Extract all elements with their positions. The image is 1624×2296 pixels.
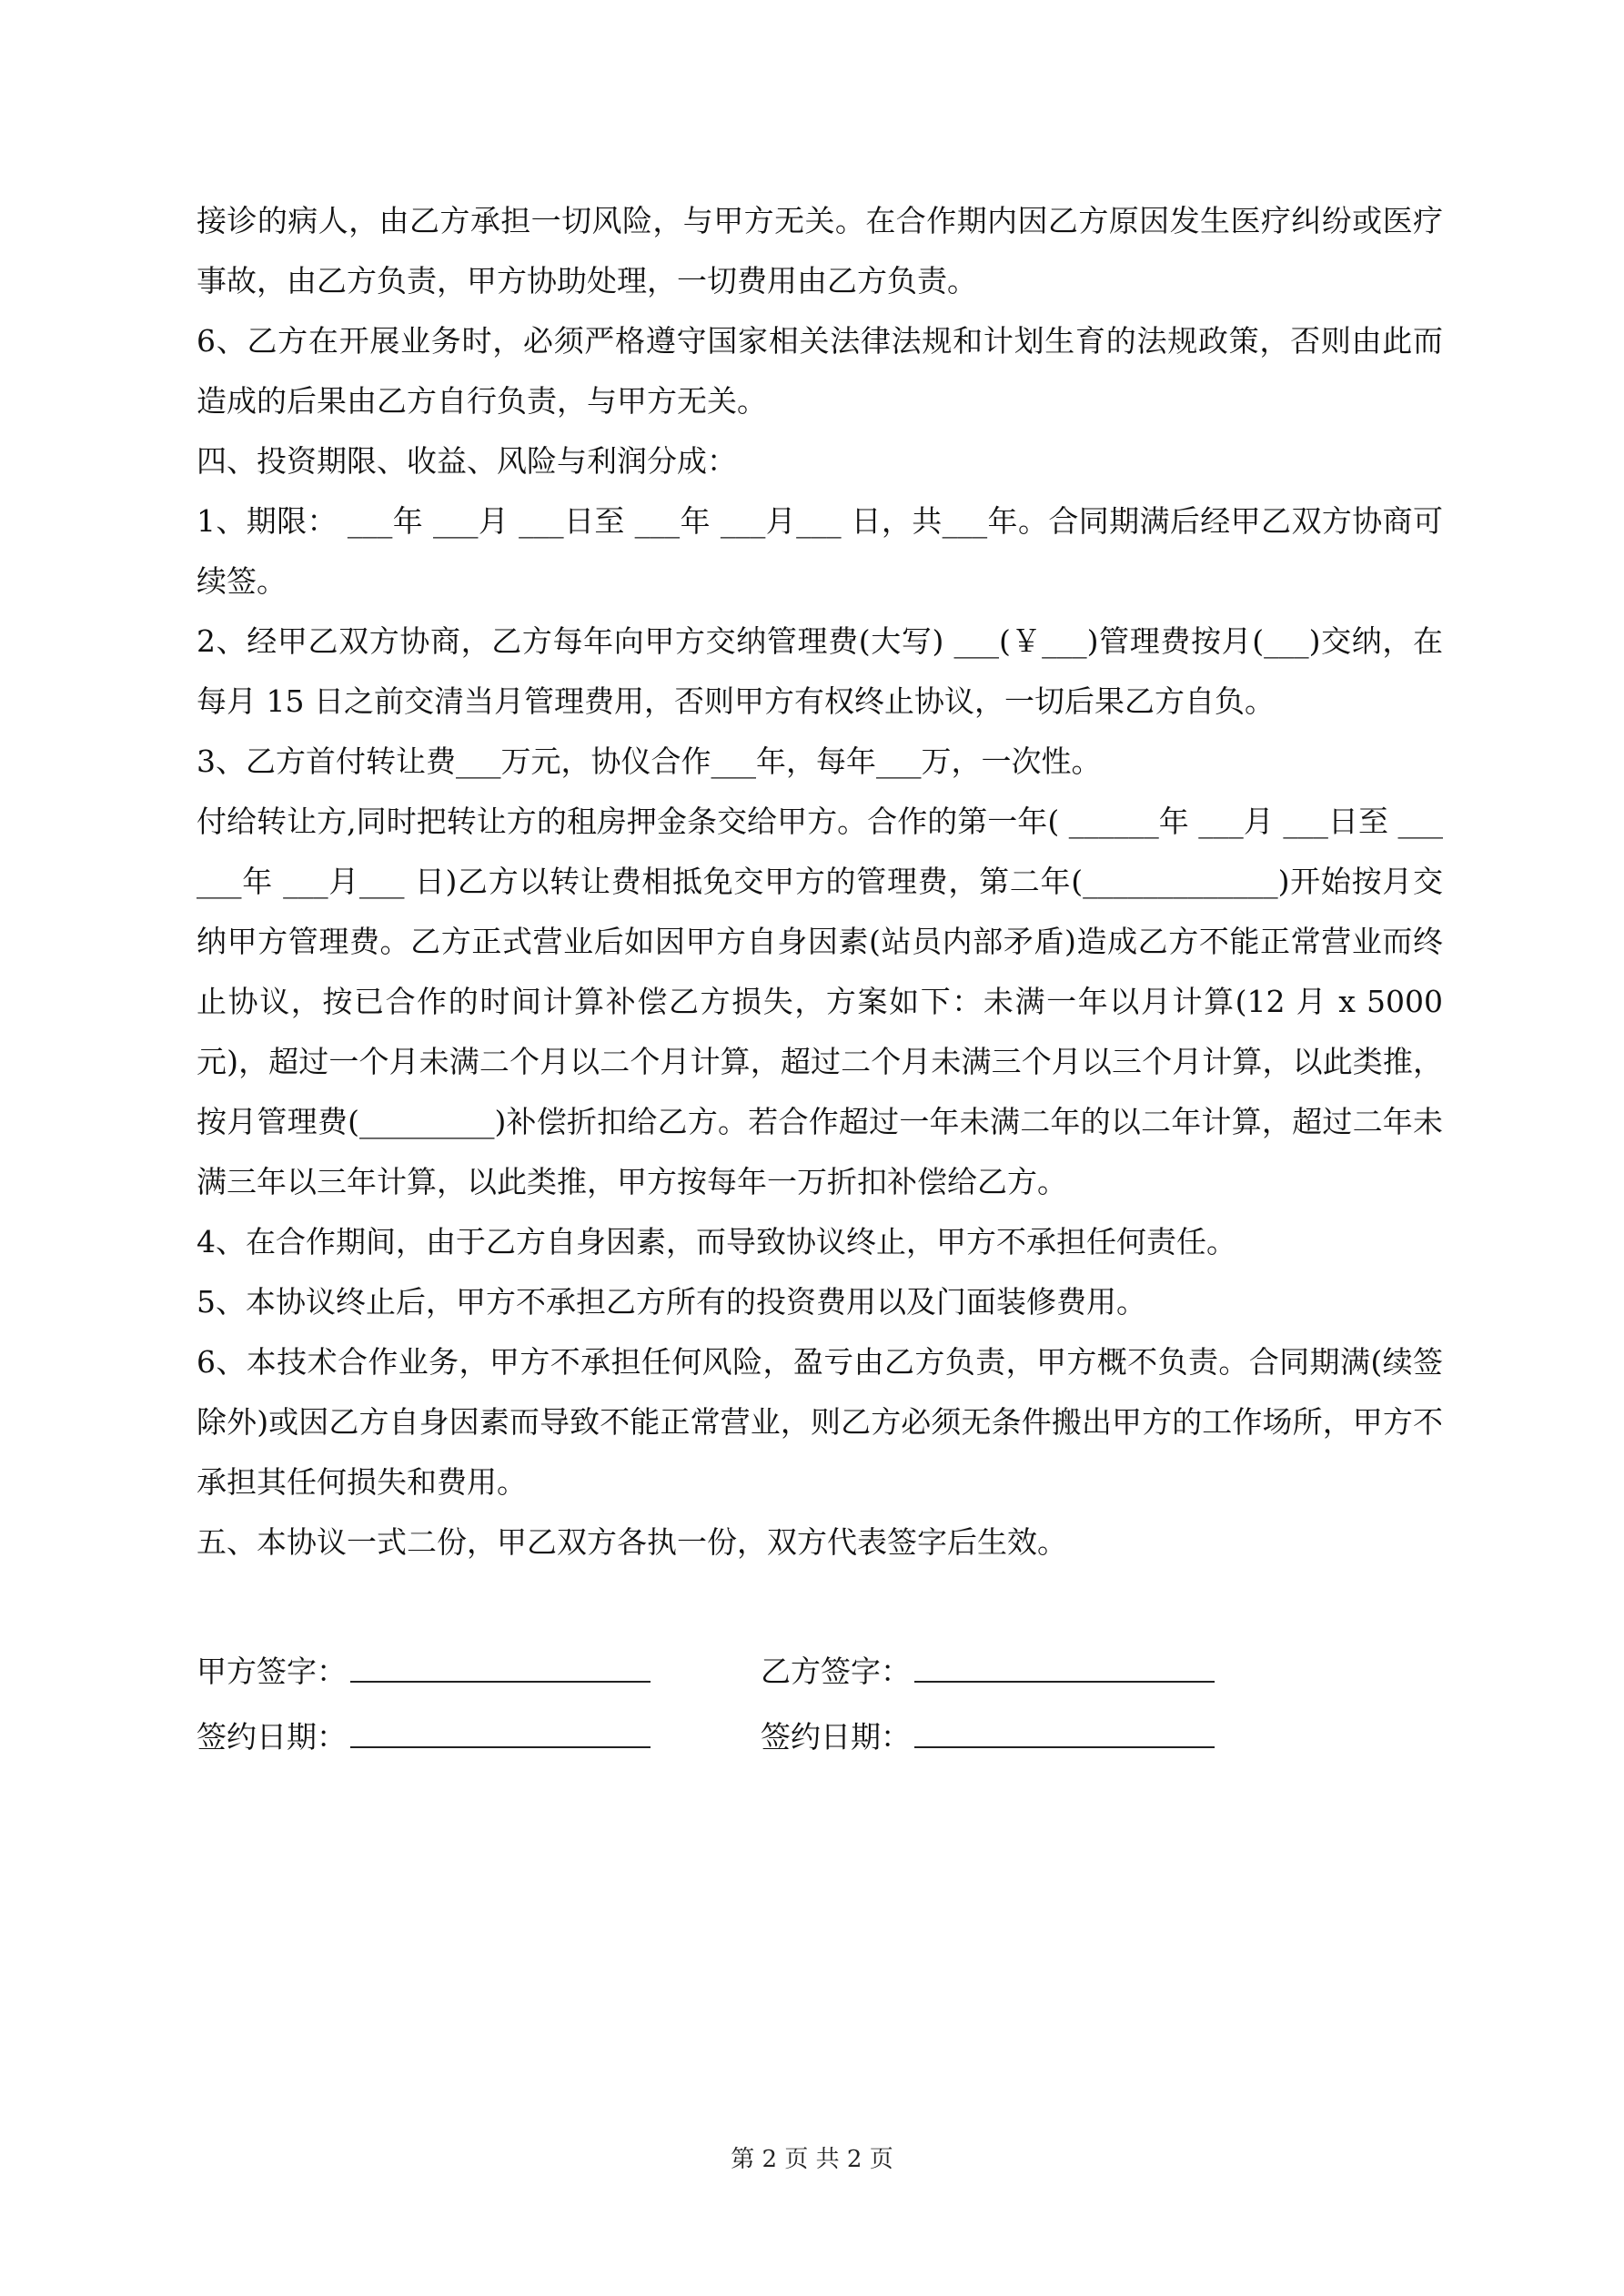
party-b-sign-line[interactable] [914, 1681, 1215, 1683]
paragraph-clause-4: 4、在合作期间，由于乙方自身因素，而导致协议终止，甲方不承担任何责任。 [197, 1224, 1236, 1259]
party-a-sign-label: 甲方签字： [197, 1653, 347, 1689]
paragraph-liability-continuation: 接诊的病人，由乙方承担一切风险，与甲方无关。在合作期内因乙方原因发生医疗纠纷或医疗事故，由乙方负责，甲方协助处理，一切费用由乙方负责。 [197, 203, 1443, 298]
paragraph-clause-1-term: 1、期限： ___年 ___月 ___日至 ___年 ___月___ 日，共___年。合同期满后经甲乙双方协商可续签。 [197, 503, 1443, 599]
paragraph-clause-5: 5、本协议终止后，甲方不承担乙方所有的投资费用以及门面装修费用。 [197, 1284, 1146, 1320]
party-b-date [761, 1714, 1325, 1756]
party-a-sign-line[interactable] [350, 1681, 651, 1683]
party-a-date-label: 签约日期： [197, 1718, 347, 1755]
paragraph-clause-3-transfer: 3、乙方首付转让费___万元，协仪合作___年，每年___万，一次性。 [197, 743, 1102, 779]
signature-row [197, 1636, 1443, 1702]
paragraph-transfer-details: 付给转让方,同时把转让方的租房押金条交给甲方。合作的第一年( ______年 ___月 ___日至 ______年 ___月___ 日)乙方以转让费相抵免交甲方的管理费，第二年(_____________)开始按月交纳甲方管理费。乙方正式营业后如因甲方自身因素(站员内部矛盾)造成乙方不能正常营业而终止协议，按已合作的时间计算补偿乙方损失，方案如下：未满一年以月计算(12 月 x 5000 元)，超过一个月未满二个月以二个月计算，超过二个月未满三个月以三个月计算，以此类推，按月管理费(_________)补偿折扣给乙方。若合作超过一年未满二年的以二年计算，超过二年未满三年以三年计算，以此类推，甲方按每年一万折扣补偿给乙方。 [197, 804, 1453, 1199]
paragraph-clause-6-compliance: 6、乙方在开展业务时，必须严格遵守国家相关法律法规和计划生育的法规政策，否则由此而造成的后果由乙方自行负责，与甲方无关。 [197, 323, 1443, 419]
section-heading-5: 五、本协议一式二份，甲乙双方各执一份，双方代表签字后生效。 [197, 1524, 1067, 1560]
section-heading-4: 四、投资期限、收益、风险与利润分成： [197, 443, 737, 479]
signature-spacer [197, 1573, 1443, 1636]
party-a-date-line[interactable] [350, 1746, 651, 1748]
date-row [197, 1702, 1443, 1767]
document-body [197, 191, 1453, 1767]
party-b-sign-label: 乙方签字： [761, 1653, 911, 1689]
party-b-date-label: 签约日期： [761, 1718, 911, 1755]
paragraph-clause-2-fee: 2、经甲乙双方协商，乙方每年向甲方交纳管理费(大写) ___(￥___)管理费按月(___)交纳，在每月 15 日之前交清当月管理费用，否则甲方有权终止协议，一切后果乙方自负。 [197, 623, 1443, 719]
party-a-signature [197, 1648, 761, 1691]
party-b-signature [761, 1648, 1325, 1691]
party-b-date-line[interactable] [914, 1746, 1215, 1748]
paragraph-clause-6-risk: 6、本技术合作业务，甲方不承担任何风险，盈亏由乙方负责，甲方概不负责。合同期满(续签除外)或因乙方自身因素而导致不能正常营业，则乙方必须无条件搬出甲方的工作场所，甲方不承担其任何损失和费用。 [197, 1344, 1443, 1500]
page-footer: 第 2 页 共 2 页 [731, 2146, 893, 2173]
party-a-date [197, 1714, 761, 1756]
